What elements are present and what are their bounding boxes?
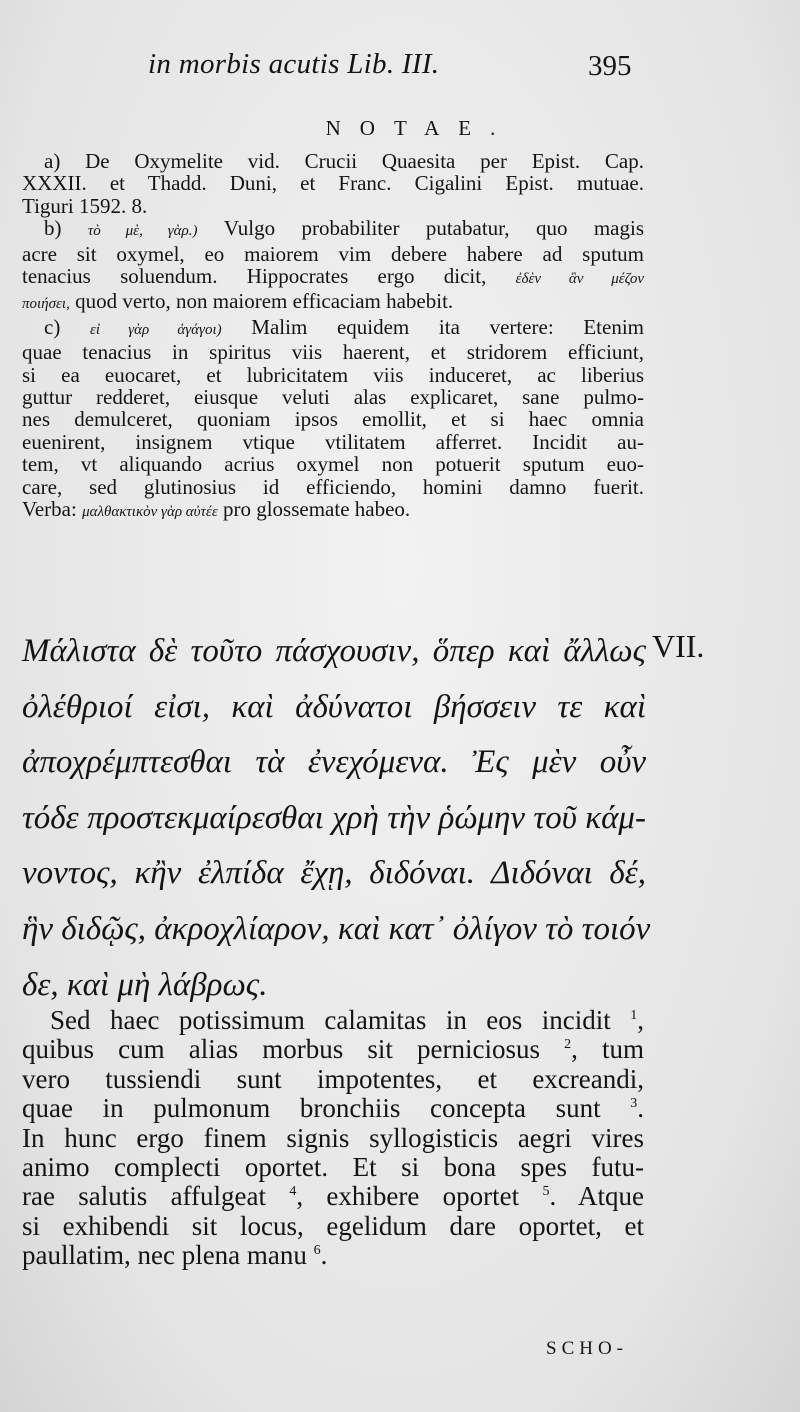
greek-line: ἀποχρέμπτεσθαι τὰ ἐνεχόμενα. Ἐς μὲν οὖν (22, 744, 646, 781)
note-a-line-2: XXXII. et Thadd. Duni, et Franc. Cigalini Epist. mutuae. (22, 171, 644, 196)
note-b-text: Vulgo probabiliter putabatur, quo magis (197, 216, 644, 241)
latin-text: , (637, 1005, 645, 1035)
greek-line: τόδε προστεκμαίρεσθαι χρὴ τὴν ῥώμην τοῦ κάμ- (22, 799, 646, 836)
latin-line-6: animo complecti oportet. Et si bona spes futu- (22, 1152, 644, 1183)
page-header (0, 48, 800, 94)
latin-text: . (320, 1240, 328, 1271)
greek-line: νοντος, κἢν ἐλπίδα ἔχῃ, διδόναι. Διδόναι δέ, (22, 855, 646, 892)
note-c-line-3: si ea euocaret, et lubricitatem viis induceret, ac liberius (22, 362, 644, 387)
note-b-line-3 (22, 265, 644, 290)
running-head: in morbis acutis Lib. III. (148, 48, 440, 80)
greek-line: ὀλέθριοί εἰσι, καὶ ἀδύνατοι βήσσειν τε καὶ (22, 688, 646, 725)
note-a-line-3: Tiguri 1592. 8. (22, 193, 148, 218)
note-b-line-1 (22, 217, 644, 242)
note-verba-end: pro glossemate habeo. (217, 497, 411, 522)
latin-line-3: vero tussiendi sunt impotentes, et excreandi, (22, 1063, 644, 1094)
latin-text: quibus cum alias morbus sit perniciosus (22, 1034, 541, 1065)
note-a-line-1: a) De Oxymelite vid. Crucii Quaesita per Epist. Cap. (44, 149, 644, 173)
note-c-line-7: tem, vt aliquando acrius oxymel non potuerit sputum euo- (22, 452, 644, 477)
catchword: SCHO- (546, 1338, 629, 1359)
latin-line-8: si exhibendi sit locus, egelidum dare oportet, et (22, 1210, 644, 1241)
note-verba-label: Verba: (22, 497, 77, 522)
note-verba-line (22, 498, 644, 523)
latin-text: rae salutis affulgeat (22, 1181, 267, 1212)
note-b-greek-2: ἐδὲν ἂν μέζον (515, 271, 645, 288)
footnote-ref: 1 (630, 1008, 638, 1023)
footnote-ref: 2 (564, 1037, 572, 1053)
page-number: 395 (588, 50, 632, 82)
greek-main-text (22, 624, 651, 1013)
latin-line-2 (22, 1035, 644, 1064)
note-c-line-1 (22, 316, 644, 341)
latin-text: , exhibere oportet (296, 1181, 520, 1212)
footnote-ref: 6 (313, 1243, 321, 1259)
note-b-text-end: quod verto, non maiorem efficaciam habebit. (69, 289, 454, 314)
greek-line: δε, καὶ μὴ λάβρως. (22, 966, 268, 1003)
latin-line-7 (22, 1182, 644, 1211)
note-b-greek: τὸ μὲ, γὰρ.) (87, 223, 198, 240)
note-c-marker: c) (44, 314, 61, 339)
latin-line-4 (22, 1094, 644, 1123)
note-c-line-6: euenirent, insignem vtique vtilitatem afferret. Incidit au- (22, 429, 644, 454)
note-c-line-5: nes demulceret, quoniam ipsos emollit, et si haec omnia (22, 407, 644, 432)
latin-text: . Atque (549, 1181, 645, 1212)
note-c-line-2: quae tenacius in spiritus viis haerent, et stridorem efficiunt, (22, 340, 644, 365)
latin-translation (22, 1006, 644, 1271)
note-c-line-4: guttur redderet, eiusque veluti alas explicaret, sane pulmo- (22, 385, 644, 410)
greek-line: Μάλιστα δὲ τοῦτο πάσχουσιν, ὅπερ καὶ ἄλλως (22, 633, 646, 669)
latin-line-9 (22, 1241, 644, 1270)
note-b-greek-3: ποιήσει, (22, 296, 70, 313)
note-b-text-2: tenacius soluendum. Hippocrates ergo dicit, (22, 264, 487, 289)
greek-line: ἣν διδῷς, ἀκροχλίαρον, καὶ κατ᾽ ὀλίγον τὸ τοιόν (22, 910, 651, 947)
notes-heading: NOTAE. (325, 116, 515, 140)
footnote-ref: 5 (542, 1184, 550, 1200)
latin-text: , tum (571, 1034, 644, 1065)
latin-text: . (637, 1093, 644, 1124)
footnote-ref: 3 (630, 1096, 638, 1112)
latin-text: quae in pulmonum bronchiis concepta sunt (22, 1093, 601, 1124)
note-verba-greek: μαλθακτικὸν γὰρ αὐτέε (82, 504, 218, 521)
latin-text: Sed haec potissimum calamitas in eos incidit (50, 1005, 611, 1035)
latin-line-1 (22, 1006, 644, 1035)
notes-section (22, 150, 644, 524)
latin-text: paullatim, nec plena manu (22, 1240, 307, 1271)
note-c-greek: εἰ γὰρ ἀγάγοι) (90, 321, 222, 338)
note-b-line-2: acre sit oxymel, eo maiorem vim debere habere ad sputum (22, 241, 644, 266)
note-b-line-4 (22, 290, 644, 315)
note-b-marker: b) (44, 216, 62, 241)
latin-line-5: In hunc ergo finem signis syllogisticis aegri vires (22, 1122, 644, 1153)
note-c-line-8: care, sed glutinosius id efficiendo, homini damno fuerit. (22, 474, 644, 499)
section-number: VII. (652, 628, 705, 664)
note-c-text: Malim equidem ita vertere: Etenim (221, 314, 645, 339)
footnote-ref: 4 (289, 1184, 297, 1200)
